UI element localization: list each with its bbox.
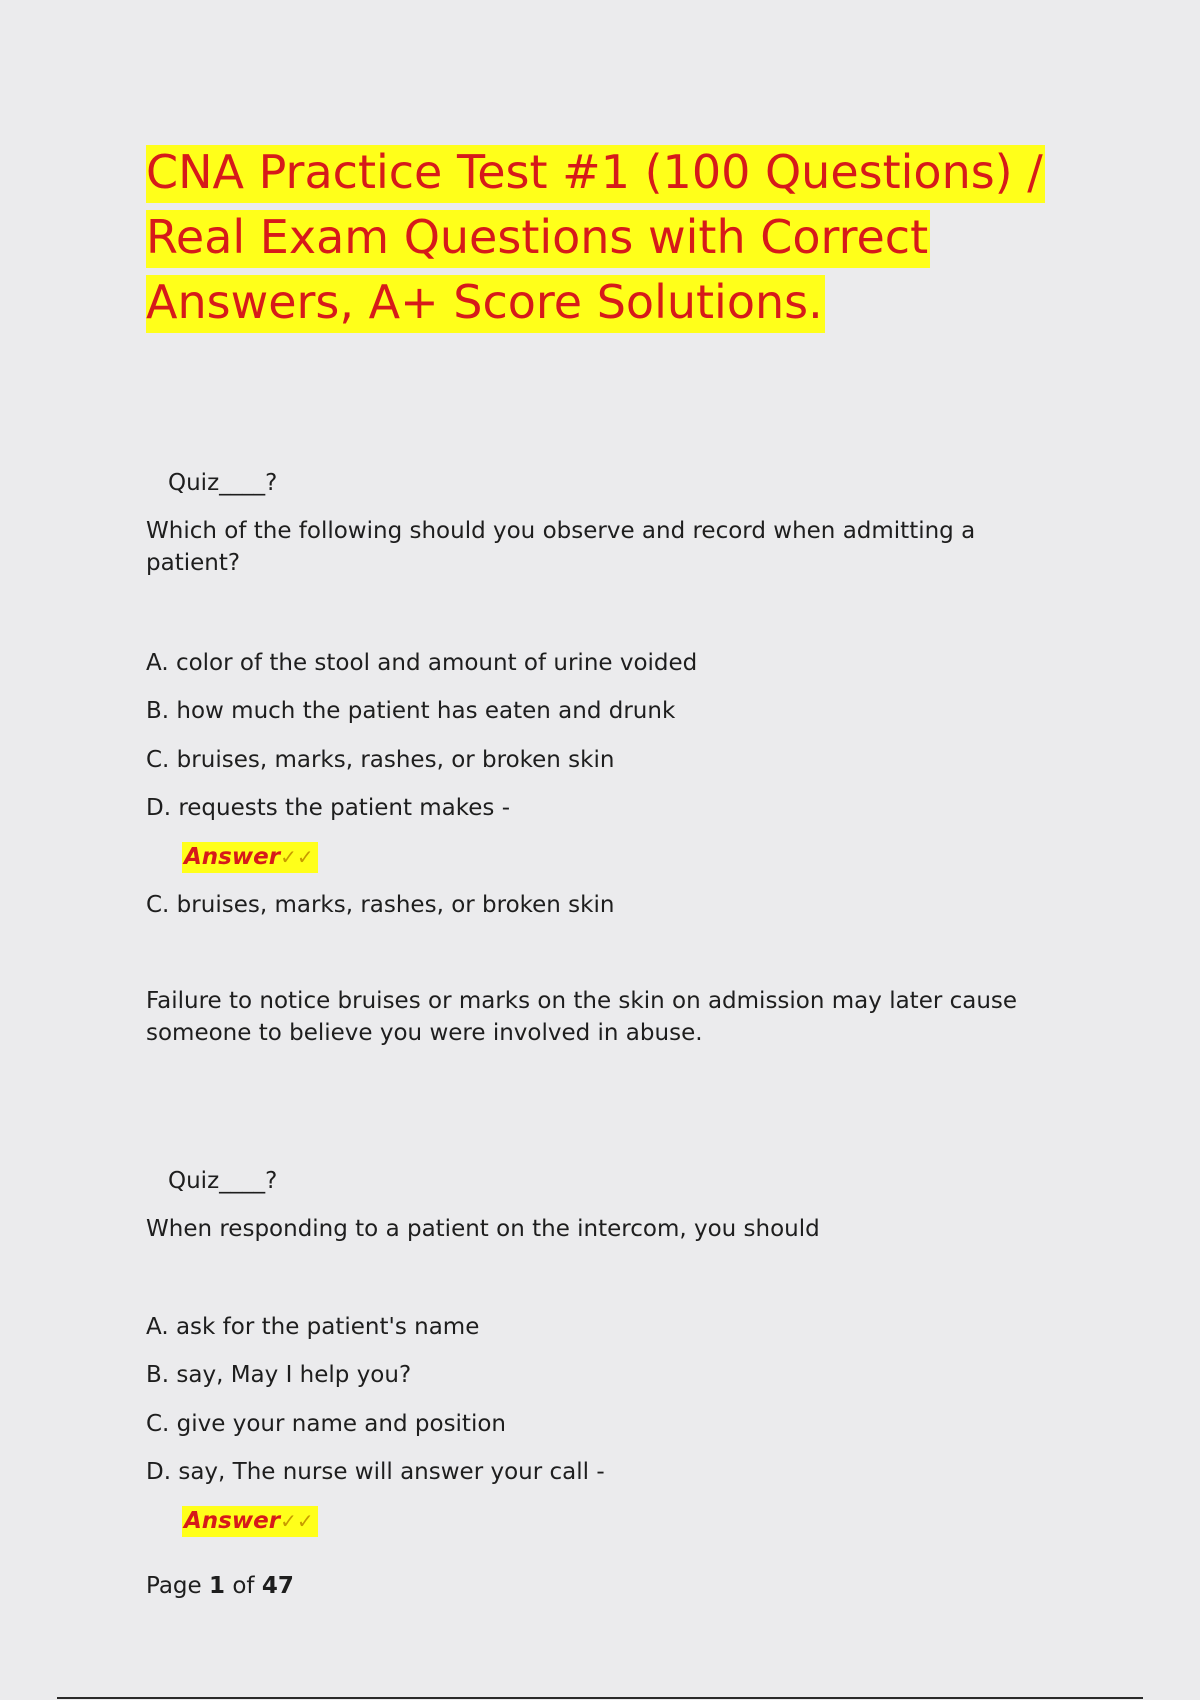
answer-tag <box>182 842 318 873</box>
total-pages: 47 <box>261 1573 294 1599</box>
option-c: C. bruises, marks, rashes, or broken skin <box>146 747 615 773</box>
title-highlight: CNA Practice Test #1 (100 Questions) / Real Exam Questions with Correct Answers, A+ Score Solutions. <box>146 145 1045 333</box>
double-check-icon: ✓✓ <box>280 1509 314 1533</box>
option-b: B. how much the patient has eaten and drunk <box>146 698 676 724</box>
double-check-icon: ✓✓ <box>280 845 314 869</box>
option-d: D. requests the patient makes - <box>146 795 511 821</box>
answer-rationale: Failure to notice bruises or marks on the skin on admission may later cause someone to believe you were involved in abuse. <box>146 988 1018 1046</box>
option-c: C. give your name and position <box>146 1411 506 1437</box>
option-a: A. color of the stool and amount of urine voided <box>146 650 698 676</box>
question-prompt: When responding to a patient on the intercom, you should <box>146 1216 820 1242</box>
current-page: 1 <box>209 1573 226 1599</box>
of-word: of <box>232 1573 255 1599</box>
document-title <box>146 140 1046 335</box>
correct-answer: C. bruises, marks, rashes, or broken skin <box>146 892 615 918</box>
page-divider <box>57 1697 1143 1699</box>
option-a: A. ask for the patient's name <box>146 1314 480 1340</box>
page-number <box>146 1570 294 1602</box>
option-d: D. say, The nurse will answer your call - <box>146 1459 605 1485</box>
quiz-label: Quiz____? <box>168 470 278 496</box>
answer-tag <box>182 1506 318 1537</box>
question-prompt: Which of the following should you observe and record when admitting a patient? <box>146 518 976 576</box>
quiz-label: Quiz____? <box>168 1168 278 1194</box>
option-b: B. say, May I help you? <box>146 1362 412 1388</box>
page-word: Page <box>146 1573 202 1599</box>
answer-tag-label: Answer <box>184 844 281 870</box>
answer-tag-label: Answer <box>184 1508 281 1534</box>
